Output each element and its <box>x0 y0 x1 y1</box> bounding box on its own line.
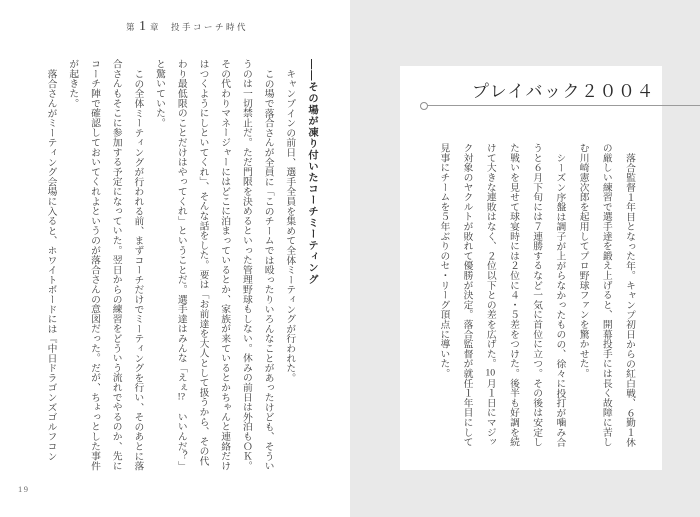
chapter-prefix: 第 <box>126 22 138 32</box>
left-page-paragraphs <box>40 59 300 472</box>
section-subheading: ――その場が凍り付いたコーチミーティング <box>306 59 317 285</box>
chapter-title: 投手コーチ時代 <box>171 22 249 32</box>
paragraph: 落合監督１年目となった年。キャンプ初日からの紅白戦、６勤１休の厳しい練習で選手達を鍛え上げると、開幕投手には長く故障に苦しむ川崎憲次郎を起用してプロ野球ファンを驚かせた。 <box>577 143 635 447</box>
running-head <box>126 19 248 35</box>
paragraph: キャンプインの前日、選手全員を集めて全体ミーティングが行われた。 <box>284 68 296 383</box>
left-page-body-text <box>40 59 322 472</box>
paragraph: この全体ミーティングが行われる前、まずコーチだけでミーティングを行い、そのあとに落合さんもそこに参加する予定になっていた。翌日からの練習をどういう流れでやるのか、先にコーチ陣で確認しておいてくれよというのが落合さんの意図だった。だが、ちょっとした事件が起きた。 <box>67 59 144 471</box>
right-page-paragraphs <box>432 143 641 449</box>
title-rule-line <box>426 105 700 106</box>
paragraph: 落合さんがミーティング会場に入ると、ホワイトボードには『中日ドラゴンズゴルフコン <box>45 68 57 461</box>
paragraph: この場で落合さんが全員に「このチームでは殴ったりいろんなことがあったけども、そういうのは一切禁止だ。ただ門限を決めるといった管理野球もしない。休みの前日は外泊もＯＫ。その代わりマネージャーにはどこに泊まっているとか、家族が来ているとかちゃんと連絡だけはつくようにしといてくれ」、そんな話をした。要は「お前達を大人として扱うから、その代わり最低限のことだけはやってくれ」ということだ。選手達はみんな「えぇ!? いいんだ？」と驚いていた。 <box>154 59 274 471</box>
paragraph: シーズン序盤は調子が上がらなかったものの、徐々に投打が噛み合うと６月下旬には７連勝するなど一気に首位に立つ。その後は安定した戦いを見せて球宴時には２位に４・５差をつけた。後半も好調を続けて大きな連敗はなく、２位以下との差を広げた。10月１日にマジック対象のヤクルトが敗れて優勝が決定。落合監督が就任１年目にして見事にチームを５年ぶりのセ・リーグ頂点に導いた。 <box>438 143 566 447</box>
right-page <box>350 0 700 517</box>
playback-2004-box <box>400 66 662 470</box>
chapter-suffix: 章 <box>150 22 162 32</box>
page-number: 19 <box>18 484 30 494</box>
playback-box-title: プレイバック２００４ <box>471 82 655 101</box>
playback-box-body-text <box>432 143 641 449</box>
title-rule-circle-icon <box>420 102 428 110</box>
chapter-number: 1 <box>139 19 147 34</box>
